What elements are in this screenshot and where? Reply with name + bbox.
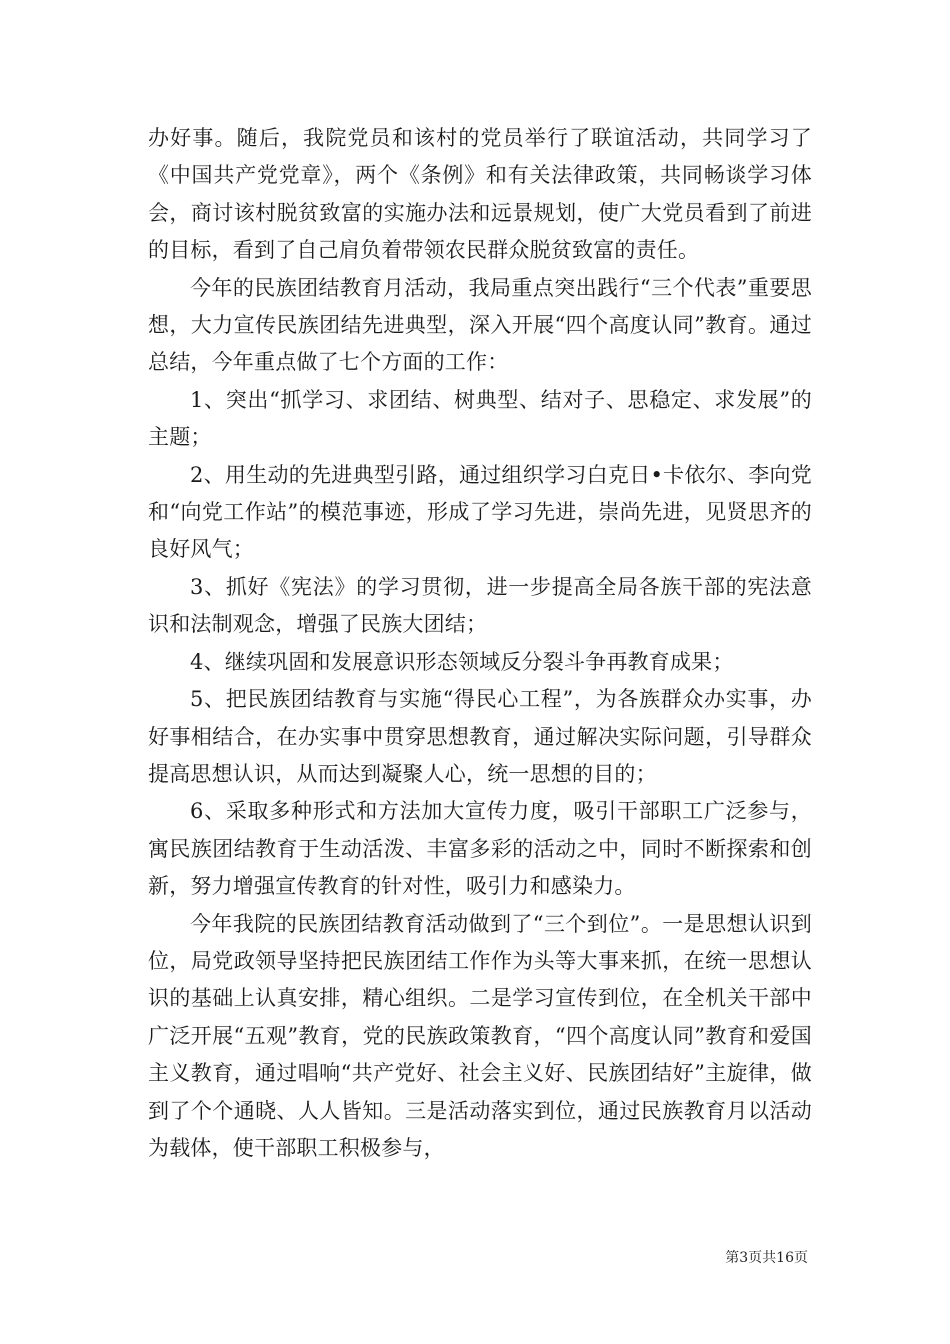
list-item-6: 6、采取多种形式和方法加大宣传力度，吸引干部职工广泛参与，寓民族团结教育于生动活泼、丰富多彩的活动之中，同时不断探索和创新，努力增强宣传教育的针对性，吸引力和感染力。 xyxy=(148,799,812,899)
paragraph-intro: 今年的民族团结教育月活动，我局重点突出践行“三个代表”重要思想，大力宣传民族团结先进典型，深入开展“四个高度认同”教育。通过总结，今年重点做了七个方面的工作： xyxy=(148,275,812,375)
list-item-1: 1、突出“抓学习、求团结、树典型、结对子、思稳定、求发展”的主题； xyxy=(148,387,812,450)
document-body xyxy=(148,120,812,1167)
list-item-5: 5、把民族团结教育与实施“得民心工程”，为各族群众办实事，办好事相结合，在办实事中贯穿思想教育，通过解决实际问题，引导群众提高思想认识，从而达到凝聚人心，统一思想的目的； xyxy=(148,687,812,786)
paragraph-continuation: 办好事。随后，我院党员和该村的党员举行了联谊活动，共同学习了《中国共产党党章》，两个《条例》和有关法律政策，共同畅谈学习体会，商讨该村脱贫致富的实施办法和远景规划，使广大党员看到了前进的目标，看到了自己肩负着带领农民群众脱贫致富的责任。 xyxy=(148,126,812,263)
paragraph-three-in-place: 今年我院的民族团结教育活动做到了“三个到位”。一是思想认识到位，局党政领导坚持把民族团结工作作为头等大事来抓，在统一思想认识的基础上认真安排，精心组织。二是学习宣传到位，在全机关干部中广泛开展“五观”教育，党的民族政策教育，“四个高度认同”教育和爱国主义教育，通过唱响“共产党好、社会主义好、民族团结好”主旋律，做到了个个通晓、人人皆知。三是活动落实到位，通过民族教育月以活动为载体，使干部职工积极参与， xyxy=(148,911,812,1160)
page-number-footer: 第3页共16页 xyxy=(725,1250,808,1266)
list-item-4: 4、继续巩固和发展意识形态领域反分裂斗争再教育成果； xyxy=(190,649,734,674)
list-item-3: 3、抓好《宪法》的学习贯彻，进一步提高全局各族干部的宪法意识和法制观念，增强了民族大团结； xyxy=(148,574,812,637)
list-item-2: 2、用生动的先进典型引路，通过组织学习白克日•卡依尔、李向党和“向党工作站”的模范事迹，形成了学习先进，崇尚先进，见贤思齐的良好风气； xyxy=(148,462,812,562)
